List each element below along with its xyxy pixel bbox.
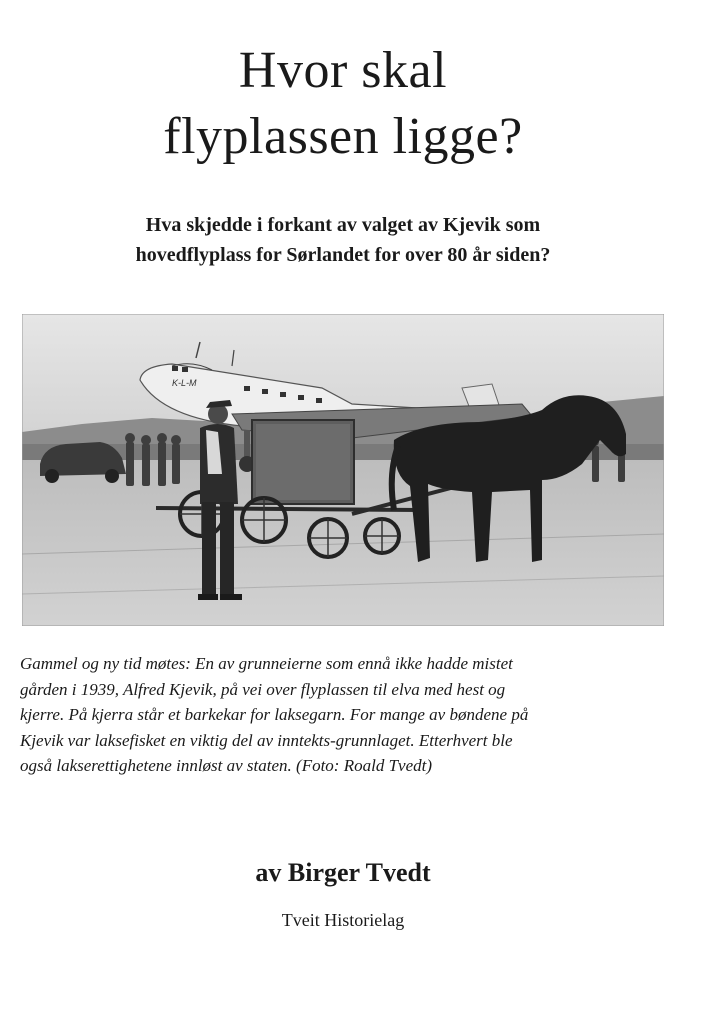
- historical-photo: [22, 314, 664, 626]
- plane-marking: K-L-M: [172, 378, 197, 388]
- title-line: flyplassen ligge?: [163, 108, 523, 165]
- caption-line: Kjevik var laksefisket en viktig del av inntekts-grunnlaget. Etterhvert ble: [20, 730, 513, 750]
- caption-line: kjerre. På kjerra står et barkekar for laksegarn. For mange av bøndene på: [20, 705, 529, 725]
- document-subtitle: [0, 210, 686, 270]
- document-title: [0, 38, 686, 170]
- caption-line: også lakserettighetene innløst av staten. (Foto: Roald Tvedt): [20, 756, 433, 776]
- caption-line: gården i 1939, Alfred Kjevik, på vei over flyplassen til elva med hest og: [20, 679, 506, 699]
- caption-line: Gammel og ny tid møtes: En av grunneierne som ennå ikke hadde mistet: [20, 654, 513, 673]
- title-line: Hvor skal: [238, 42, 448, 99]
- photo-caption: [20, 651, 688, 779]
- publisher-name: Tveit Historielag: [281, 910, 405, 930]
- subtitle-line: Hva skjedde i forkant av valget av Kjevik som: [145, 214, 541, 236]
- subtitle-line: hovedflyplass for Sørlandet for over 80 år siden?: [135, 244, 551, 266]
- author-byline: av Birger Tvedt: [255, 858, 431, 887]
